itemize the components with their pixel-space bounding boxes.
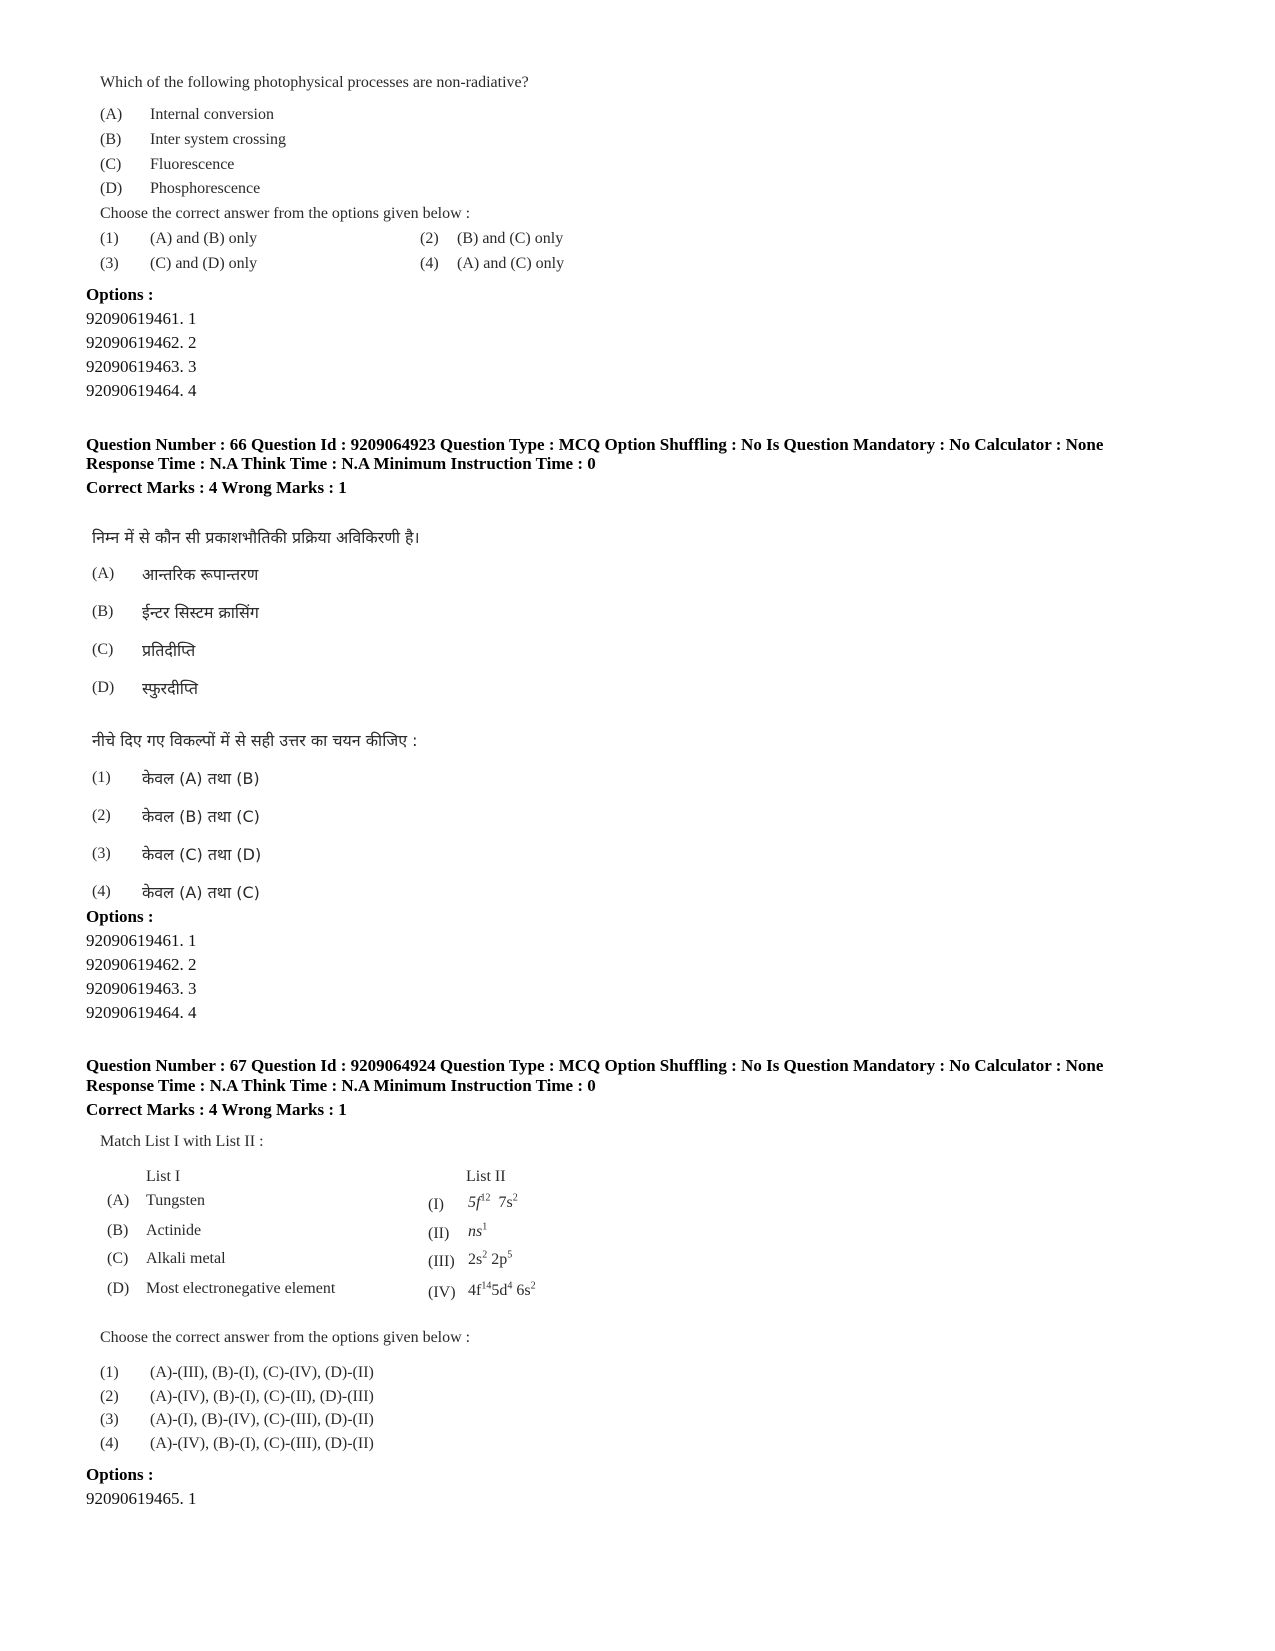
q67-list1-label: (D) [107,1280,130,1297]
q67-choose-instruction: Choose the correct answer from the options given below : [100,1329,471,1346]
q65-option: 92090619461. 1 [86,309,197,328]
q65-choice-text: (C) and (D) only [150,255,258,272]
q67-stem: Match List I with List II : [100,1133,264,1150]
q66-item-text: आन्तरिक रूपान्तरण [142,565,259,584]
q67-choice-text: (A)-(IV), (B)-(I), (C)-(II), (D)-(III) [150,1388,374,1405]
q66-options-title: Options : [86,907,154,926]
q67-list1-title: List I [146,1168,181,1185]
q66-choice-text: केवल (A) तथा (B) [142,769,260,788]
q66-choice-label: (3) [92,845,111,862]
q66-item-label: (D) [92,679,115,696]
q65-item-text: Inter system crossing [150,131,286,148]
q67-list2-config-i: $5f^{12}$ $7s^2$ [468,1192,518,1211]
q66-option: 92090619462. 2 [86,955,197,974]
q66-item-text: स्फुरदीप्ति [142,679,198,698]
q65-choice-text: (A) and (B) only [150,230,258,247]
q66-choice-text: केवल (A) तथा (C) [142,883,260,902]
q67-list1-label: (A) [107,1192,130,1209]
q67-list1-label: (C) [107,1250,129,1267]
q67-list2-label: (II) [428,1225,450,1242]
q67-choice-label: (4) [100,1435,119,1452]
q67-list2-config-ii: $ns^1$ [468,1221,488,1240]
q67-option: 92090619465. 1 [86,1489,197,1508]
q65-option: 92090619462. 2 [86,333,197,352]
q65-item-label: (C) [100,156,122,173]
q67-list1-text: Alkali metal [146,1250,226,1267]
q67-list2-label: (III) [428,1253,455,1270]
q65-item-label: (B) [100,131,122,148]
q66-marks: Correct Marks : 4 Wrong Marks : 1 [86,478,347,497]
q66-choice-label: (1) [92,769,111,786]
q67-choice-label: (1) [100,1364,119,1381]
q67-header-line1: Question Number : 67 Question Id : 9209064924 Question Type : MCQ Option Shuffling : No Is Question Mandatory : No Calculator : None [86,1056,1104,1075]
q66-header-line1: Question Number : 66 Question Id : 9209064923 Question Type : MCQ Option Shuffling : No Is Question Mandatory : No Calculator : None [86,435,1104,454]
q67-list1-label: (B) [107,1222,129,1239]
q67-choice-label: (3) [100,1411,119,1428]
q65-choose-instruction: Choose the correct answer from the options given below : [100,205,471,222]
q67-choice-label: (2) [100,1388,119,1405]
q66-choice-label: (2) [92,807,111,824]
q67-options-title: Options : [86,1465,154,1484]
q65-item-text: Fluorescence [150,156,235,173]
q66-stem: निम्न में से कौन सी प्रकाशभौतिकी प्रक्रिया अविकिरणी है। [92,528,420,547]
q66-item-text: प्रतिदीप्ति [142,641,196,660]
q67-list2-config-iii: $2s^2$ $2p^5$ [468,1249,513,1268]
q65-item-text: Internal conversion [150,106,274,123]
q67-list2-config-iv: $4f^{14}5d^4$ $6s^2$ [468,1280,536,1299]
q66-choice-label: (4) [92,883,111,900]
q67-marks: Correct Marks : 4 Wrong Marks : 1 [86,1100,347,1119]
q67-list2-title: List II [466,1168,506,1185]
q65-option: 92090619463. 3 [86,357,197,376]
q66-choice-text: केवल (C) तथा (D) [142,845,262,864]
q67-list2-label: (I) [428,1196,444,1213]
q67-choice-text: (A)-(IV), (B)-(I), (C)-(III), (D)-(II) [150,1435,374,1452]
q65-item-text: Phosphorescence [150,180,261,197]
q67-list2-label: (IV) [428,1284,456,1301]
q66-item-label: (A) [92,565,115,582]
q66-option: 92090619463. 3 [86,979,197,998]
q65-item-label: (D) [100,180,123,197]
q67-header-line2: Response Time : N.A Think Time : N.A Minimum Instruction Time : 0 [86,1076,596,1095]
q65-choice-label: (4) [420,255,439,272]
q65-choice-text: (A) and (C) only [457,255,565,272]
q65-item-label: (A) [100,106,123,123]
q66-header-line2: Response Time : N.A Think Time : N.A Minimum Instruction Time : 0 [86,454,596,473]
q67-list1-text: Actinide [146,1222,202,1239]
q65-stem: Which of the following photophysical processes are non-radiative? [100,74,529,91]
q66-item-label: (B) [92,603,114,620]
q65-options-title: Options : [86,285,154,304]
q65-choice-label: (3) [100,255,119,272]
q66-choice-text: केवल (B) तथा (C) [142,807,260,826]
q66-choose-instruction: नीचे दिए गए विकल्पों में से सही उत्तर का चयन कीजिए : [92,731,418,750]
q65-option: 92090619464. 4 [86,381,197,400]
q66-item-text: ईन्टर सिस्टम क्रासिंग [142,603,259,622]
q65-choice-label: (1) [100,230,119,247]
q67-choice-text: (A)-(I), (B)-(IV), (C)-(III), (D)-(II) [150,1411,374,1428]
q67-choice-text: (A)-(III), (B)-(I), (C)-(IV), (D)-(II) [150,1364,374,1381]
q67-list1-text: Most electronegative element [146,1280,336,1297]
q66-option: 92090619464. 4 [86,1003,197,1022]
q66-item-label: (C) [92,641,114,658]
q67-list1-text: Tungsten [146,1192,205,1209]
q65-choice-label: (2) [420,230,439,247]
q65-choice-text: (B) and (C) only [457,230,564,247]
q66-option: 92090619461. 1 [86,931,197,950]
